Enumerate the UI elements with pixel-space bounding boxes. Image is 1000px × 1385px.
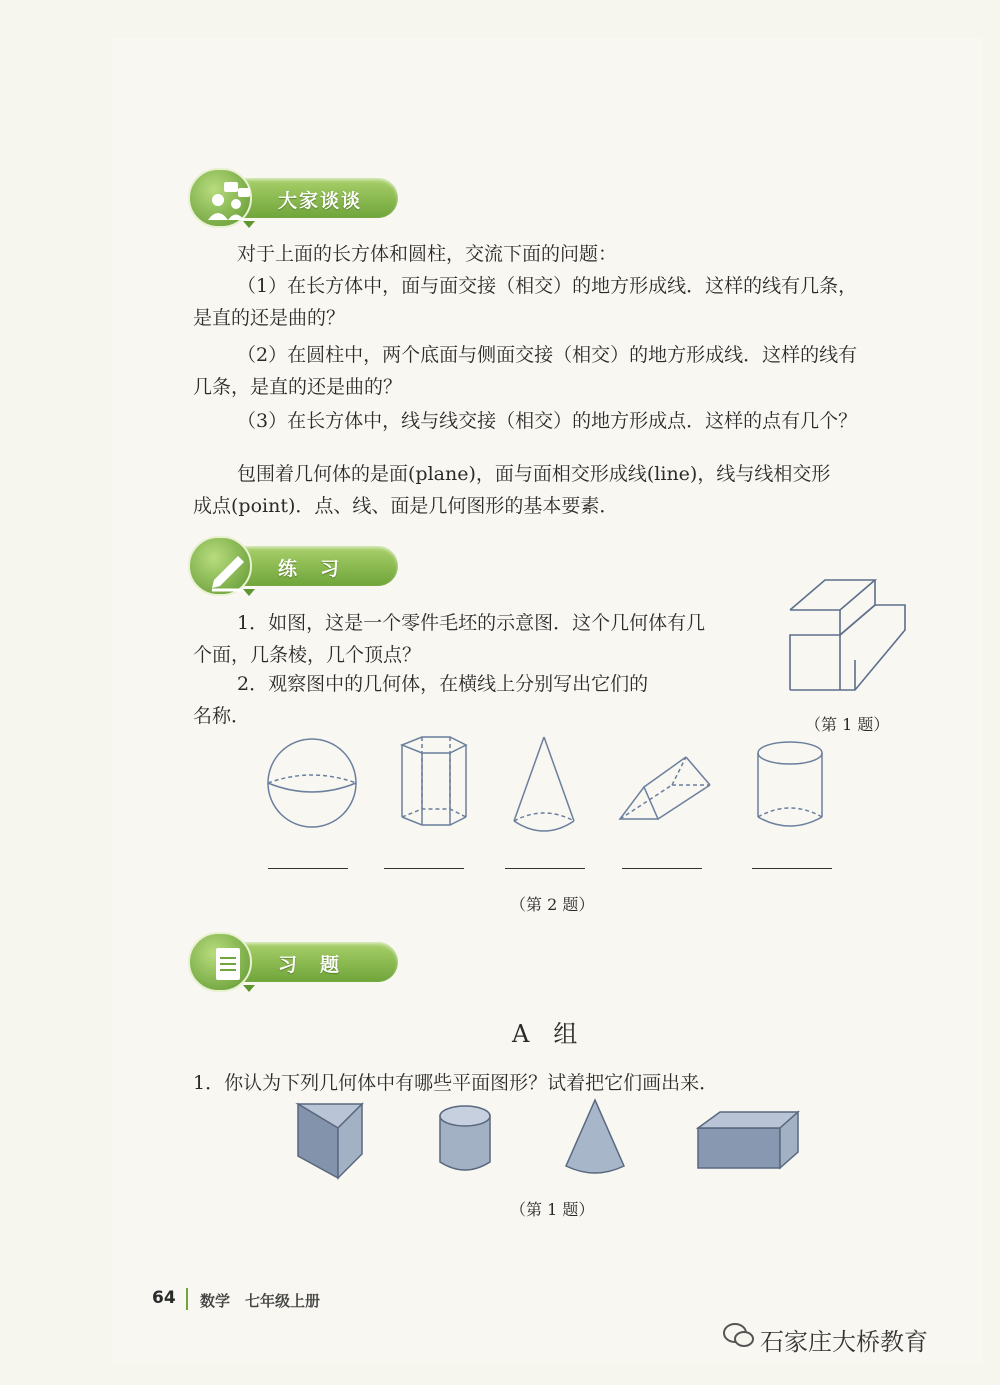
discussion-q1-line2: 是直的还是曲的？ <box>193 307 346 329</box>
pencil-icon <box>200 546 256 592</box>
notebook-icon <box>200 942 256 988</box>
answer-blank-1[interactable] <box>268 868 348 869</box>
step-block-figure <box>785 575 915 695</box>
exercises-q1-caption: （第 1 题） <box>510 1200 595 1219</box>
answer-blank-4[interactable] <box>622 868 702 869</box>
sphere-shape <box>268 739 356 827</box>
triangular-prism-shape <box>620 757 710 819</box>
practice-ex1-line2: 个面，几条棱，几个顶点？ <box>193 644 422 666</box>
concept-line2: 成点(point)．点、线、面是几何图形的基本要素． <box>193 495 619 517</box>
wechat-icon <box>722 1320 756 1352</box>
cone-shape <box>514 737 574 831</box>
practice-ex1-caption: （第 1 题） <box>805 715 890 734</box>
practice-shapes-figure <box>260 735 840 845</box>
practice-banner <box>188 542 400 590</box>
shaded-cuboid <box>698 1112 798 1168</box>
watermark-text: 石家庄大桥教育 <box>760 1328 928 1356</box>
practice-ex2-line1: 2．观察图中的几何体，在横线上分别写出它们的 <box>237 673 649 695</box>
exercises-q1: 1．你认为下列几何体中有哪些平面图形？试着把它们画出来． <box>193 1072 719 1094</box>
shaded-cone <box>566 1100 624 1173</box>
discussion-q3: （3）在长方体中，线与线交接（相交）的地方形成点．这样的点有几个？ <box>237 410 858 432</box>
book-title: 数学 七年级上册 <box>200 1292 321 1310</box>
shaded-triangular-prism <box>298 1104 362 1178</box>
footer-divider <box>186 1288 188 1310</box>
discussion-intro: 对于上面的长方体和圆柱，交流下面的问题： <box>237 243 618 265</box>
group-title: A 组 <box>512 1020 578 1048</box>
shaded-cylinder <box>440 1106 490 1170</box>
exercises-title: 习 题 <box>278 954 342 976</box>
answer-blank-2[interactable] <box>384 868 464 869</box>
practice-title: 练 习 <box>278 558 342 580</box>
cylinder-shape <box>758 742 822 826</box>
page-number: 64 <box>152 1288 176 1308</box>
discussion-q2-line2: 几条，是直的还是曲的？ <box>193 376 403 398</box>
concept-line1: 包围着几何体的是面(plane)，面与面相交形成线(line)，线与线相交形 <box>237 463 831 485</box>
practice-ex1-line1: 1．如图，这是一个零件毛坯的示意图．这个几何体有几 <box>237 612 706 634</box>
discussion-q1-line1: （1）在长方体中，面与面交接（相交）的地方形成线．这样的线有几条， <box>237 275 858 297</box>
discussion-banner <box>188 174 400 222</box>
discussion-q2-line1: （2）在圆柱中，两个底面与侧面交接（相交）的地方形成线．这样的线有 <box>237 344 858 366</box>
practice-ex2-caption: （第 2 题） <box>510 895 595 914</box>
exercise-shapes-figure <box>290 1098 810 1180</box>
answer-blank-3[interactable] <box>505 868 585 869</box>
practice-ex2-line2: 名称． <box>193 705 251 727</box>
exercises-banner <box>188 938 400 986</box>
discussion-title: 大家谈谈 <box>278 190 363 212</box>
discussion-people-icon <box>200 178 256 224</box>
answer-blank-5[interactable] <box>752 868 832 869</box>
hexagonal-prism-shape <box>402 737 466 825</box>
